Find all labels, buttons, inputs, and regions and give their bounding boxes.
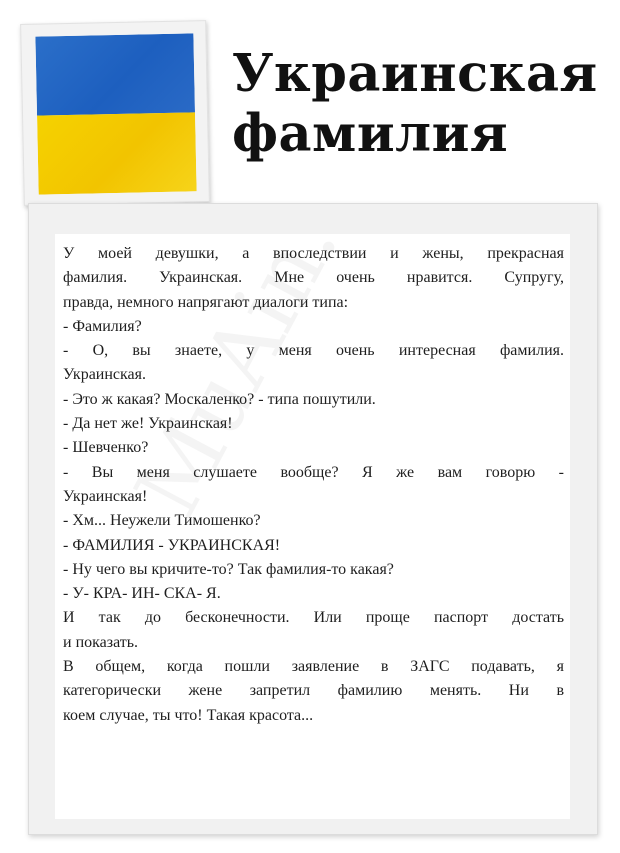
story-line: У моей девушки, а впоследствии и жены, прекрасная <box>63 245 564 262</box>
story-line: - Да нет же! Украинская! <box>63 415 233 433</box>
ukraine-flag-icon <box>35 33 196 194</box>
story-text-panel <box>55 234 570 819</box>
title-line-1: Украинская <box>232 44 598 104</box>
story-line: Украинская! <box>63 487 148 505</box>
story-line: - О, вы знаете, у меня очень интересная фамилия. <box>63 342 564 360</box>
flag-yellow-stripe <box>37 112 197 194</box>
story-card <box>28 203 598 835</box>
story-line: - Ну чего вы кричите-то? Так фамилия-то какая? <box>63 560 394 578</box>
story-line: - Шевченко? <box>63 439 149 457</box>
story-line: В общем, когда пошли заявление в ЗАГС подавать, я <box>63 658 564 676</box>
story-line: - ФАМИЛИЯ - УКРАИНСКАЯ! <box>63 536 281 554</box>
story-line: - Фамилия? <box>63 317 142 335</box>
story-line: - Это ж какая? Москаленко? - типа пошутили. <box>63 390 376 408</box>
page-title <box>232 44 602 164</box>
story-line: - У- КРА- ИН- СКА- Я. <box>63 585 221 603</box>
flag-blue-stripe <box>35 33 195 115</box>
story-line: - Вы меня слушаете вообще? Я же вам говорю - <box>63 463 564 481</box>
story-line: И так до бесконечности. Или проще паспорт достать <box>63 609 564 627</box>
story-line: правда, немного напрягают диалоги типа: <box>63 293 349 311</box>
story-line: Украинская. <box>63 366 147 384</box>
story-line: фамилия. Украинская. Мне очень нравится. Супругу, <box>63 269 564 287</box>
story-line: - Хм... Неужели Тимошенко? <box>63 512 261 530</box>
story-line: коем случае, ты что! Такая красота... <box>63 706 314 724</box>
flag-photo-card <box>20 20 210 206</box>
story-line: и показать. <box>63 633 139 651</box>
story-line: категорически жене запретил фамилию менять. Ни в <box>63 682 564 700</box>
title-line-2: фамилия <box>232 104 509 164</box>
